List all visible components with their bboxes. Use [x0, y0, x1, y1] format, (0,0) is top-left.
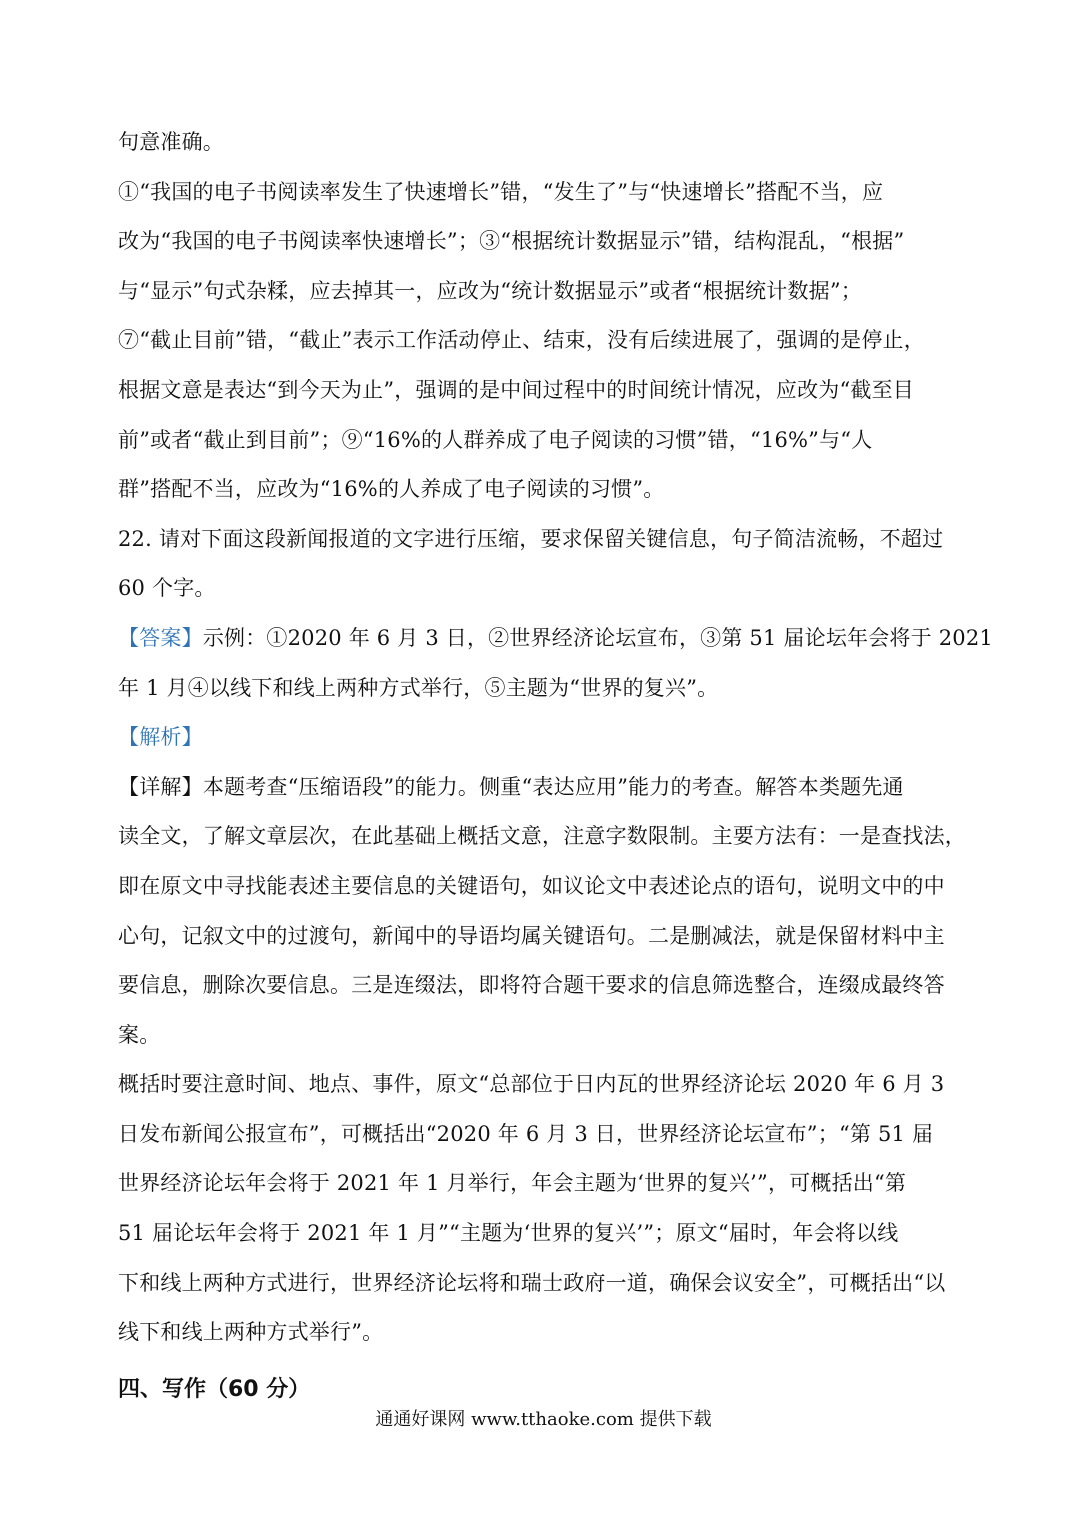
answer-line: 年 1 月④以线下和线上两种方式举行，⑤主题为“世界的复兴”。 — [118, 675, 719, 700]
text-line: 群”搭配不当，应改为“16%的人养成了电子阅读的习惯”。 — [118, 477, 665, 502]
summary-line: 线下和线上两种方式举行”。 — [118, 1320, 384, 1345]
document-body — [118, 118, 993, 1358]
text-line: 与“显示”句式杂糅，应去掉其一，应改为“统计数据显示”或者“根据统计数据”； — [118, 278, 863, 303]
answer-line — [118, 614, 993, 664]
summary-block — [118, 1060, 970, 1358]
answer-block — [118, 614, 993, 713]
text-line: 前”或者“截止到目前”；⑨“16%的人群养成了电子阅读的习惯”错，“16%”与“人 — [118, 427, 873, 452]
text-line: ⑦“截止目前”错，“截止”表示工作活动停止、结束，没有后续进展了，强调的是停止， — [118, 328, 925, 353]
text-line: ①“我国的电子书阅读率发生了快速增长”错，“发生了”与“快速增长”搭配不当，应 — [118, 179, 884, 204]
detail-block — [118, 763, 970, 1061]
text-line: 改为“我国的电子书阅读率快速增长”；③“根据统计数据显示”错，结构混乱，“根据” — [118, 229, 905, 254]
detail-line: 即在原文中寻找能表述主要信息的关键语句，如议论文中表述论点的语句，说明文中的中 — [118, 873, 945, 898]
question-line: 22. 请对下面这段新闻报道的文字进行压缩，要求保留关键信息，句子简洁流畅，不超过 — [118, 526, 944, 551]
summary-line: 概括时要注意时间、地点、事件，原文“总部位于日内瓦的世界经济论坛 2020 年 6 月 3 — [118, 1072, 945, 1097]
question-line: 60 个字。 — [118, 576, 216, 601]
page-footer: 通通好课网 www.tthaoke.com 提供下载 — [375, 1409, 712, 1430]
summary-line: 日发布新闻公报宣布”，可概括出“2020 年 6 月 3 日，世界经济论坛宣布”；“第 51 届 — [118, 1121, 934, 1146]
detail-line: 心句，记叙文中的过渡句，新闻中的导语均属关键语句。二是删减法，就是保留材料中主 — [118, 923, 945, 948]
analysis-tag: 【解析】 — [118, 725, 203, 750]
detail-line — [118, 763, 970, 813]
answer-text: 示例：①2020 年 6 月 3 日，②世界经济论坛宣布，③第 51 届论坛年会将于 2021 — [202, 625, 993, 650]
summary-line: 51 届论坛年会将于 2021 年 1 月”“主题为‘世界的复兴’”；原文“届时，年会将以线 — [118, 1221, 899, 1246]
summary-line: 世界经济论坛年会将于 2021 年 1 月举行，年会主题为‘世界的复兴’”，可概括出“第 — [118, 1171, 907, 1196]
answer-tag: 【答案】 — [118, 625, 203, 650]
detail-line: 读全文，了解文章层次，在此基础上概括文意，注意字数限制。主要方法有：一是查找法， — [118, 824, 966, 849]
detail-text: 本题考查“压缩语段”的能力。侧重“表达应用”能力的考查。解答本类题先通 — [202, 774, 904, 799]
previous-explanation — [118, 118, 970, 515]
detail-line: 要信息，删除次要信息。三是连缀法，即将符合题干要求的信息筛选整合，连缀成最终答 — [118, 973, 945, 998]
text-line: 根据文意是表达“到今天为止”，强调的是中间过程中的时间统计情况，应改为“截至目 — [118, 377, 915, 402]
detail-tag: 【详解】 — [118, 774, 203, 799]
detail-line: 案。 — [118, 1022, 161, 1047]
section-heading: 四、写作（60 分） — [118, 1377, 311, 1402]
question-22 — [118, 515, 970, 614]
summary-line: 下和线上两种方式进行，世界经济论坛将和瑞士政府一道，确保会议安全”，可概括出“以 — [118, 1270, 946, 1295]
text-line: 句意准确。 — [118, 130, 224, 154]
